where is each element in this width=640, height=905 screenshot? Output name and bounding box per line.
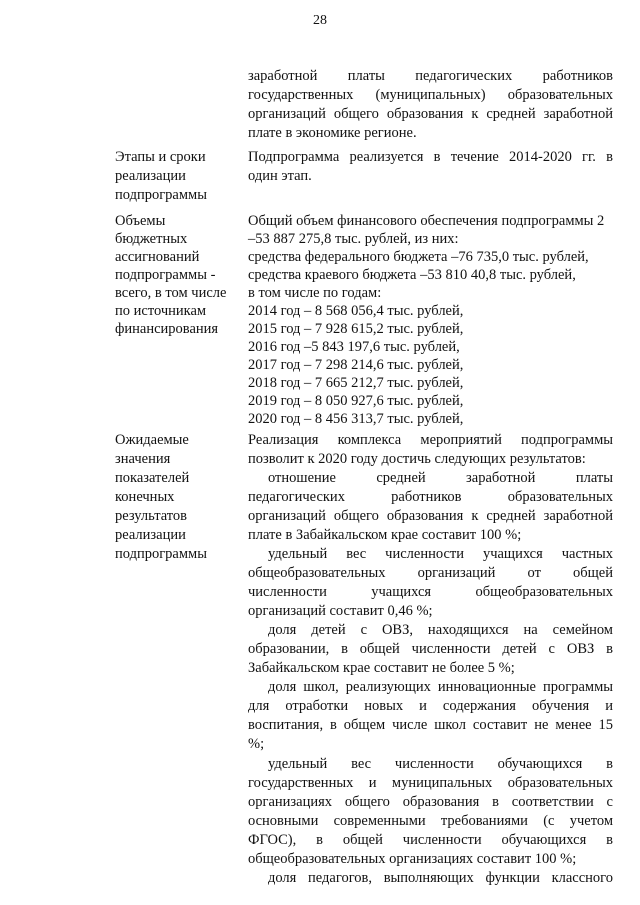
results-text-line: удельный вес численности учащихся частных	[268, 546, 613, 562]
funding-year-line: 2018 год – 7 665 212,7 тыс. рублей,	[248, 375, 464, 391]
results-text-line: отношение средней заработной платы	[268, 470, 613, 486]
stages-label-line: реализации	[115, 168, 186, 184]
intro-line: плате в экономике регионе.	[248, 125, 417, 141]
results-text-line: позволит к 2020 году достичь следующих результатов:	[248, 451, 586, 467]
results-label-line: значения	[115, 451, 171, 467]
results-label-line: реализации	[115, 527, 186, 543]
funding-label-line: по источникам	[115, 303, 207, 319]
results-text-line: образовании, в общей численности детей с ОВЗ в	[248, 641, 613, 657]
results-label-line: Ожидаемые	[115, 432, 189, 448]
results-text-line: организаций общего образования к средней заработной	[248, 508, 613, 524]
funding-text-line: в том числе по годам:	[248, 285, 382, 301]
results-text-line: педагогических работников образовательных	[248, 489, 613, 505]
stages-label-line: Этапы и сроки	[115, 149, 206, 165]
results-text-line: доля детей с ОВЗ, находящихся на семейном	[268, 622, 613, 638]
funding-label-line: ассигнований	[115, 249, 200, 265]
results-text-line: общеобразовательных организаций от общей	[248, 565, 613, 581]
funding-text-line: средства краевого бюджета –53 810 40,8 тыс. рублей,	[248, 267, 576, 283]
results-text-line: %;	[248, 736, 265, 752]
funding-year-line: 2014 год – 8 568 056,4 тыс. рублей,	[248, 303, 464, 319]
funding-text-line: –53 887 275,8 тыс. рублей, из них:	[248, 231, 459, 247]
intro-line: государственных (муниципальных) образовательных	[248, 87, 613, 103]
results-text-line: доля школ, реализующих инновационные программы	[268, 679, 613, 695]
stages-text-line: Подпрограмма реализуется в течение 2014-2020 гг. в	[248, 149, 613, 165]
results-label-line: подпрограммы	[115, 546, 207, 562]
results-text-line: для отработки новых и содержания обучения и	[248, 698, 613, 714]
funding-year-line: 2017 год – 7 298 214,6 тыс. рублей,	[248, 357, 464, 373]
stages-label-line: подпрограммы	[115, 187, 207, 203]
results-text-line: плате в Забайкальском крае составит 100 %;	[248, 527, 522, 543]
page-number: 28	[313, 13, 327, 28]
results-label-line: показателей	[115, 470, 190, 486]
results-label-line: конечных	[115, 489, 175, 505]
funding-label-line: бюджетных	[115, 231, 188, 247]
funding-year-line: 2016 год –5 843 197,6 тыс. рублей,	[248, 339, 460, 355]
results-text-line: доля педагогов, выполняющих функции классного	[268, 870, 613, 886]
results-text-line: численности учащихся общеобразовательных	[248, 584, 613, 600]
funding-label-line: финансирования	[115, 321, 219, 337]
funding-text-line: средства федерального бюджета –76 735,0 тыс. рублей,	[248, 249, 589, 265]
results-text-line: Реализация комплекса мероприятий подпрограммы	[248, 432, 613, 448]
intro-line: заработной платы педагогических работников	[248, 68, 613, 84]
funding-text-line: Общий объем финансового обеспечения подпрограммы 2	[248, 213, 605, 229]
funding-year-line: 2015 год – 7 928 615,2 тыс. рублей,	[248, 321, 464, 337]
results-text-line: общеобразовательных организациях составит 100 %;	[248, 851, 577, 867]
intro-line: организаций общего образования к средней заработной	[248, 106, 613, 122]
results-text-line: ФГОС), в общей численности обучающихся в	[248, 832, 613, 848]
funding-label-line: подпрограммы -	[115, 267, 216, 283]
funding-label-line: всего, в том числе	[115, 285, 227, 301]
results-text-line: государственных и муниципальных образовательных	[248, 775, 613, 791]
results-text-line: воспитания, в общем числе школ составит не менее 15	[248, 717, 613, 733]
funding-label-line: Объемы	[115, 213, 166, 229]
stages-text-line: один этап.	[248, 168, 312, 184]
results-text-line: организациях общего образования в соответствии с	[248, 794, 613, 810]
funding-year-line: 2019 год – 8 050 927,6 тыс. рублей,	[248, 393, 464, 409]
results-text-line: удельный вес численности обучающихся в	[268, 756, 613, 772]
funding-year-line: 2020 год – 8 456 313,7 тыс. рублей,	[248, 411, 464, 427]
results-label-line: результатов	[115, 508, 188, 524]
results-text-line: организаций составит 0,46 %;	[248, 603, 433, 619]
results-text-line: Забайкальском крае составит не более 5 %;	[248, 660, 515, 676]
results-text-line: основными современными требованиями (с учетом	[248, 813, 613, 829]
